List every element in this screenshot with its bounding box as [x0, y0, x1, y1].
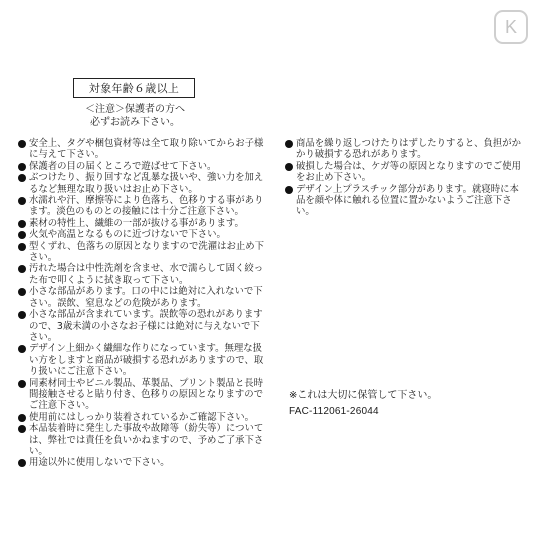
k-logo-icon: K [494, 10, 528, 44]
age-label: 対象年齢６歳以上 [88, 82, 180, 95]
list-item: 本品装着時に発生した事故や故障等（紛失等）については、弊社では責任を負いかねますので、予めご了承下さい。 [18, 423, 268, 457]
notice-line-2: 必ずお読み下さい。 [90, 117, 180, 128]
notice-line-1: ＜注意＞保護者の方へ [85, 104, 185, 115]
notice-heading [70, 103, 200, 129]
list-item: 同素材同士やビニル製品、革製品、プリント製品と長時間接触させると貼り付き、色移りの原因となりますのでご注意下さい。 [18, 378, 268, 412]
list-item: 型くずれ、色落ちの原因となりますので洗濯はお止め下さい。 [18, 241, 268, 264]
keep-note: ※これは大切に保管して下さい。 [289, 390, 438, 401]
list-item: デザイン上細かく繊細な作りになっています。無理な扱い方をしますと商品が破損する恐れがありますので、取り扱いにご注意下さい。 [18, 343, 268, 377]
list-item: 素材の特性上、繊維の一部が抜ける事があります。 [18, 218, 268, 229]
list-item: 小さな部品が含まれています。誤飲等の恐れがありますので、3歳未満の小さなお子様には絶対に与えないで下さい。 [18, 309, 268, 343]
list-item: 用途以外に使用しないで下さい。 [18, 457, 268, 468]
list-item: 使用前にはしっかり装着されているかご確認下さい。 [18, 412, 268, 423]
list-item: 商品を繰り返しつけたりはずしたりすると、負担がかかり破損する恐れがあります。 [285, 138, 525, 161]
list-item: 小さな部品があります。口の中には絶対に入れないで下さい。誤飲、窒息などの危険があります。 [18, 286, 268, 309]
list-item: 保護者の目の届くところで遊ばせて下さい。 [18, 161, 268, 172]
product-code: FAC-112061-26044 [289, 406, 379, 417]
list-item: 火気や高温となるものに近づけないで下さい。 [18, 229, 268, 240]
list-item: 水濡れや汗、摩擦等により色落ち、色移りする事があります。淡色のものとの接触には十分ご注意下さい。 [18, 195, 268, 218]
list-item: 安全上、タグや梱包資材等は全て取り除いてからお子様に与えて下さい。 [18, 138, 268, 161]
age-label-box [73, 78, 195, 98]
caution-list-right [285, 138, 525, 218]
list-item: デザイン上プラスチック部分があります。就寝時に本品を顔や体に触れる位置に置かないようご注意下さい。 [285, 184, 525, 218]
caution-list-left [18, 138, 268, 469]
list-item: ぶつけたり、振り回すなど乱暴な扱いや、強い力を加えるなど無理な取り扱いはお止め下さい。 [18, 172, 268, 195]
list-item: 破損した場合は、ケガ等の原因となりますのでご使用をお止め下さい。 [285, 161, 525, 184]
list-item: 汚れた場合は中性洗剤を含ませ、水で濡らして固く絞った布で叩くように拭き取って下さい。 [18, 263, 268, 286]
